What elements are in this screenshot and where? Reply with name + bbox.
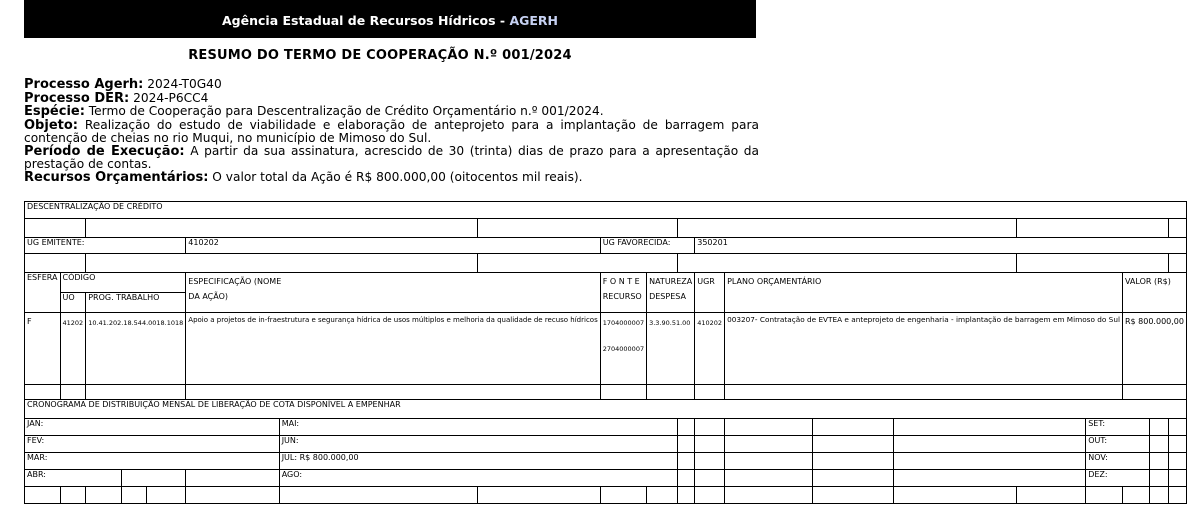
cell xyxy=(894,436,1086,453)
cell xyxy=(1150,419,1169,436)
cell xyxy=(186,385,600,400)
cell xyxy=(1122,487,1149,504)
header-natureza-line-2: DESPESA xyxy=(649,292,686,301)
cell xyxy=(1169,487,1187,504)
cell xyxy=(1169,436,1187,453)
cell xyxy=(86,219,478,238)
month-mar: MAR: xyxy=(25,453,280,470)
cell xyxy=(695,453,725,470)
cell xyxy=(1169,419,1187,436)
cell xyxy=(1169,453,1187,470)
processo-der xyxy=(24,92,759,106)
cell xyxy=(695,419,725,436)
month-row xyxy=(25,436,1187,453)
cell xyxy=(25,219,86,238)
cell xyxy=(25,254,86,273)
cell-esfera: F xyxy=(25,313,61,385)
cell xyxy=(1150,487,1169,504)
cell-fonte xyxy=(600,313,646,385)
cell-plano: 003207- Contratação de EVTEA e anteprojeto de engenharia - implantação de barragem em Mimoso do Sul xyxy=(725,313,1123,385)
cell xyxy=(894,453,1086,470)
cell xyxy=(1086,487,1123,504)
objeto-value: Realização do estudo de viabilidade e elaboração de anteprojeto para a implantação de barragem para contenção de cheias no rio Muqui, no município de Mimoso do Sul. xyxy=(24,117,759,145)
cell-prog-trabalho: 10.41.202.18.544.0018.1018 xyxy=(86,313,186,385)
cell xyxy=(1169,254,1187,273)
header-especificacao-line-2: DA AÇÃO) xyxy=(188,292,228,301)
cell xyxy=(725,453,813,470)
cell xyxy=(647,487,678,504)
cell xyxy=(894,487,1016,504)
cell-fonte-2: 2704000007 xyxy=(602,345,645,353)
month-jan: JAN: xyxy=(25,419,280,436)
cell xyxy=(678,436,695,453)
month-jun: JUN: xyxy=(279,436,678,453)
month-row xyxy=(25,453,1187,470)
cell xyxy=(678,254,1016,273)
ug-favorecida-label: UG FAVORECIDA: xyxy=(600,238,695,254)
cell xyxy=(147,487,186,504)
cronograma-title: CRONOGRAMA DE DISTRIBUIÇÃO MENSAL DE LIBERAÇÃO DE COTA DISPONÍVEL A EMPENHAR xyxy=(25,400,1187,419)
document-title: RESUMO DO TERMO DE COOPERAÇÃO N.º 001/2024 xyxy=(188,48,572,63)
header-natureza xyxy=(647,273,695,313)
empty-row xyxy=(25,219,1187,238)
processo-agerh xyxy=(24,78,759,92)
cell xyxy=(1169,470,1187,487)
cell xyxy=(60,385,86,400)
cell xyxy=(725,487,813,504)
cell xyxy=(695,436,725,453)
ug-favorecida-value: 350201 xyxy=(695,238,1187,254)
header-ugr-label: UGR xyxy=(697,277,715,286)
cell xyxy=(894,419,1086,436)
cell xyxy=(1150,436,1169,453)
cell xyxy=(1150,470,1169,487)
cell xyxy=(695,470,725,487)
processo-der-value: 2024-P6CC4 xyxy=(129,90,209,105)
cell xyxy=(1016,487,1085,504)
agency-name: Agência Estadual de Recursos Hídricos - xyxy=(222,13,510,28)
month-row xyxy=(25,470,1187,487)
process-summary xyxy=(24,78,759,184)
cell xyxy=(478,487,601,504)
month-mai: MAI: xyxy=(279,419,678,436)
section-title: DESCENTRALIZAÇÃO DE CRÉDITO xyxy=(25,202,1187,219)
month-row xyxy=(25,419,1187,436)
cell xyxy=(86,254,478,273)
cell xyxy=(478,219,678,238)
cell xyxy=(122,470,186,487)
empty-row xyxy=(25,487,1187,504)
cell xyxy=(1150,453,1169,470)
cell xyxy=(478,254,678,273)
especie xyxy=(24,105,759,119)
cell xyxy=(725,419,813,436)
cell xyxy=(678,470,695,487)
header-plano xyxy=(725,273,1123,313)
periodo-execucao xyxy=(24,145,759,171)
objeto xyxy=(24,119,759,145)
periodo-value: A partir da sua assinatura, acrescido de 30 (trinta) dias de prazo para a apresentação da prestação de contas. xyxy=(24,143,759,171)
processo-agerh-label: Processo Agerh: xyxy=(24,77,144,92)
especie-label: Espécie: xyxy=(24,104,85,119)
periodo-label: Período de Execução: xyxy=(24,143,185,159)
cell xyxy=(600,385,646,400)
cell xyxy=(812,436,894,453)
cell xyxy=(600,487,646,504)
ug-emitente-value: 410202 xyxy=(186,238,600,254)
cell xyxy=(812,470,894,487)
cell xyxy=(1016,219,1168,238)
cell xyxy=(812,487,894,504)
cell xyxy=(25,487,61,504)
cell xyxy=(60,487,86,504)
cell xyxy=(725,470,813,487)
agency-header xyxy=(24,0,756,38)
month-abr: ABR: xyxy=(25,470,122,487)
header-codigo: CÓDIGO xyxy=(60,273,186,293)
cell xyxy=(86,385,186,400)
ug-emitente-label: UG EMITENTE: xyxy=(25,238,186,254)
cell xyxy=(647,385,695,400)
cell xyxy=(86,487,122,504)
month-fev: FEV: xyxy=(25,436,280,453)
header-plano-label: PLANO ORÇAMENTÁRIO xyxy=(727,277,822,286)
data-row xyxy=(25,313,1187,385)
header-valor-label: VALOR (R$) xyxy=(1124,277,1171,286)
section-row xyxy=(25,202,1187,219)
cell-ugr: 410202 xyxy=(695,313,725,385)
empty-row xyxy=(25,385,1187,400)
cell xyxy=(122,487,147,504)
cell xyxy=(725,436,813,453)
recursos-value: O valor total da Ação é R$ 800.000,00 (oitocentos mil reais). xyxy=(208,169,583,184)
month-out: OUT: xyxy=(1086,436,1150,453)
cell-valor: R$ 800.000,00 xyxy=(1122,313,1186,385)
processo-der-label: Processo DER: xyxy=(24,90,130,106)
recursos-orcamentarios xyxy=(24,171,759,185)
cell xyxy=(678,219,1016,238)
cronograma-row xyxy=(25,400,1187,419)
cell xyxy=(25,385,61,400)
cell xyxy=(812,453,894,470)
cell xyxy=(678,487,695,504)
header-natureza-line-1: NATUREZA xyxy=(649,277,693,286)
header-esfera: ESFERA xyxy=(25,273,61,313)
month-dez: DEZ: xyxy=(1086,470,1150,487)
cell xyxy=(695,385,725,400)
header-row-1 xyxy=(25,273,1187,293)
cell-especificacao: Apoio a projetos de in-fraestrutura e segurança hídrica de usos múltiplos e melhoria da qualidade de recuso hídricos xyxy=(186,313,600,385)
cell xyxy=(1122,385,1186,400)
cell xyxy=(894,470,1086,487)
header-fonte xyxy=(600,273,646,313)
agency-acronym: AGERH xyxy=(509,13,558,28)
cell xyxy=(678,419,695,436)
empty-row xyxy=(25,254,1187,273)
month-nov: NOV: xyxy=(1086,453,1150,470)
cell-fonte-1: 1704000007 xyxy=(602,319,645,327)
header-prog-trabalho: PROG. TRABALHO xyxy=(86,293,186,313)
cell-natureza: 3.3.90.51.00 xyxy=(647,313,695,385)
cell xyxy=(1169,219,1187,238)
especie-value: Termo de Cooperação para Descentralização de Crédito Orçamentário n.º 001/2024. xyxy=(84,104,604,118)
recursos-label: Recursos Orçamentários: xyxy=(24,169,209,185)
header-especificacao-line-1: ESPECIFICAÇÃO (NOME xyxy=(188,277,282,286)
month-set: SET: xyxy=(1086,419,1150,436)
cell xyxy=(186,487,279,504)
credit-table xyxy=(24,201,1187,504)
cell xyxy=(812,419,894,436)
month-ago: AGO: xyxy=(279,470,678,487)
processo-agerh-value: 2024-T0G40 xyxy=(143,77,222,91)
cell xyxy=(186,470,279,487)
month-jul: JUL: R$ 800.000,00 xyxy=(279,453,678,470)
cell xyxy=(279,487,477,504)
cell xyxy=(695,487,725,504)
cell xyxy=(725,385,1123,400)
cell xyxy=(678,453,695,470)
ug-row xyxy=(25,238,1187,254)
header-ugr xyxy=(695,273,725,313)
header-uo: UO xyxy=(60,293,86,313)
header-fonte-line-1: F O N T E xyxy=(602,277,640,286)
header-fonte-line-2: RECURSO xyxy=(602,292,642,301)
cell xyxy=(1016,254,1168,273)
objeto-label: Objeto: xyxy=(24,117,78,133)
cell-uo: 41202 xyxy=(60,313,86,385)
header-especificacao xyxy=(186,273,600,313)
header-valor xyxy=(1122,273,1186,313)
